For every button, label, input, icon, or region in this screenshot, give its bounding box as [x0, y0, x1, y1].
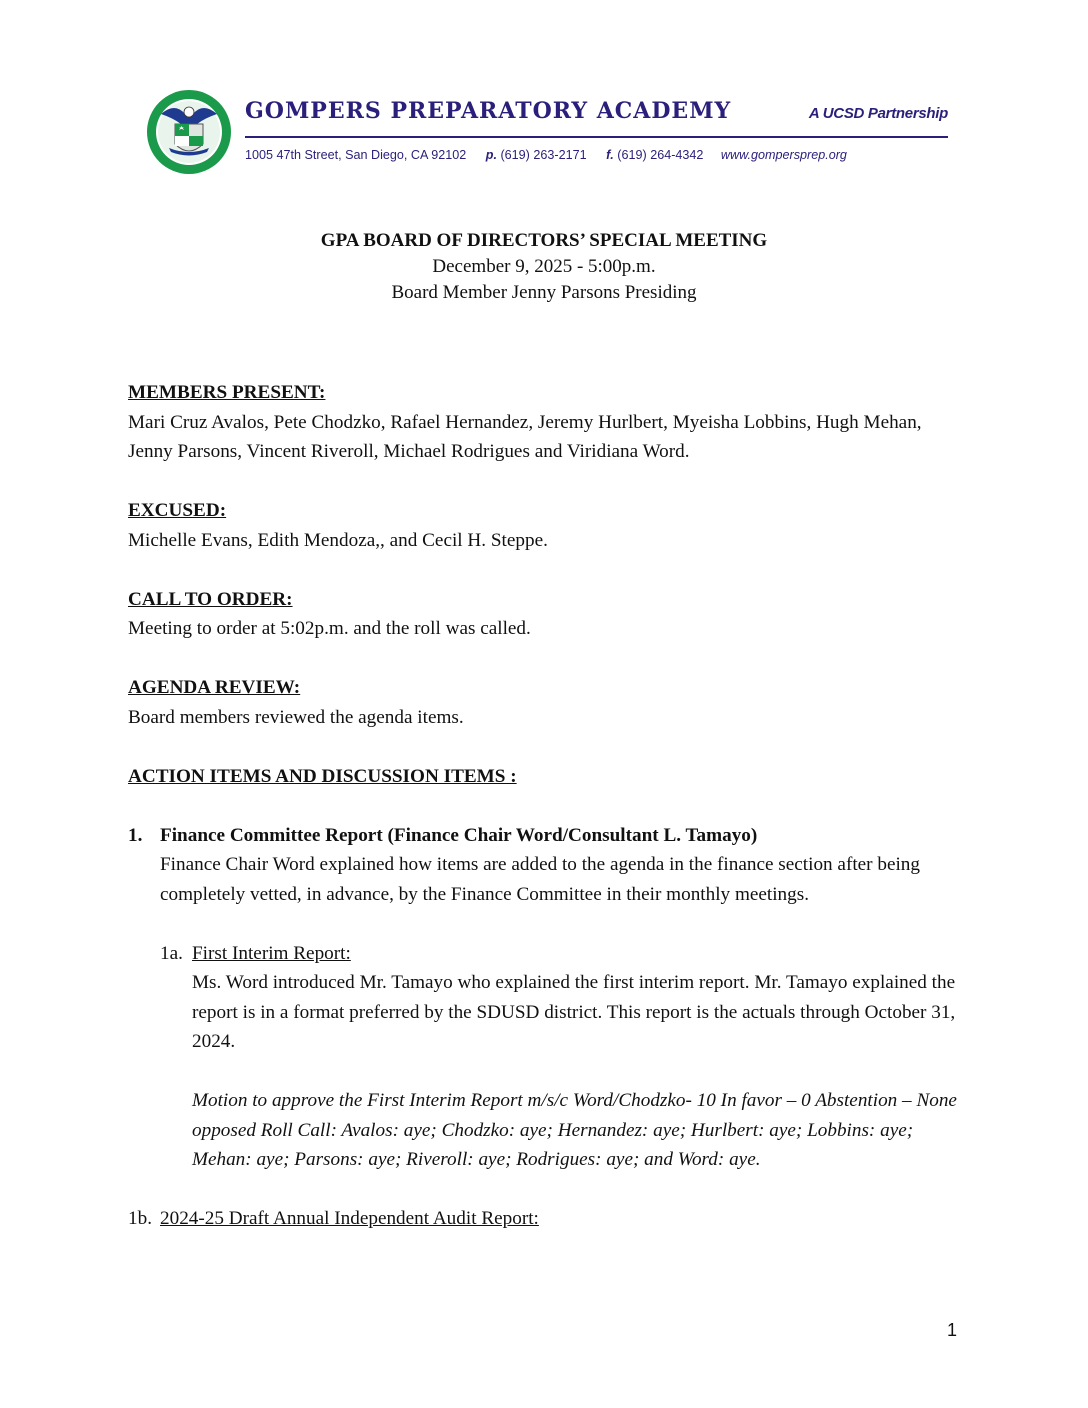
item-number: 1.	[128, 824, 143, 846]
section-text: Meeting to order at 5:02p.m. and the roll was called.	[128, 618, 531, 639]
letterhead	[143, 88, 948, 178]
address: 1005 47th Street, San Diego, CA 92102	[245, 148, 467, 162]
fax-label: f.	[606, 148, 614, 162]
section-action-items-heading: ACTION ITEMS AND DISCUSSION ITEMS :	[128, 765, 517, 787]
agenda-subitem-1a	[128, 939, 968, 1057]
school-seal-eagle-icon	[145, 88, 233, 176]
section-heading: AGENDA REVIEW:	[128, 677, 301, 698]
subitem-number: 1a.	[160, 942, 183, 964]
fax-number: (619) 264-4342	[617, 148, 704, 162]
meeting-presiding: Board Member Jenny Parsons Presiding	[391, 282, 697, 303]
page-number: 1	[947, 1320, 958, 1340]
motion-record: Motion to approve the First Interim Report m/s/c Word/Chodzko- 10 In favor – 0 Abstention – None opposed Roll Call: Avalos: aye; Chodzko: aye; Hernandez: aye; Hurlbert: aye; Lobbins: aye; Mehan: aye; Parsons: aye; Riveroll: aye; Rodrigues: aye; and Word: aye.	[192, 1090, 957, 1170]
section-heading: CALL TO ORDER:	[128, 588, 293, 610]
organization-tagline: A UCSD Partnership	[808, 105, 948, 122]
agenda-item-1	[128, 821, 968, 910]
subitem-text: Ms. Word introduced Mr. Tamayo who explained the first interim report. Mr. Tamayo explained the report is in a format preferred by the SDUSD district. This report is the actuals through October 31, 2024.	[192, 972, 956, 1052]
section-text: Board members reviewed the agenda items.	[128, 706, 464, 728]
website-link[interactable]: www.gompersprep.org	[720, 148, 847, 162]
phone-label: p.	[485, 148, 497, 162]
meeting-datetime: December 9, 2025 - 5:00p.m.	[432, 256, 656, 277]
contact-line	[245, 148, 948, 162]
section-agenda-review	[128, 673, 968, 732]
section-heading: MEMBERS PRESENT:	[128, 382, 326, 403]
section-heading: EXCUSED:	[128, 500, 227, 521]
item-text: Finance Chair Word explained how items are added to the agenda in the finance section after being completely vetted, in advance, by the Finance Committee in their monthly meetings.	[160, 854, 920, 905]
meeting-heading: GPA BOARD OF DIRECTORS’ SPECIAL MEETING	[320, 230, 768, 251]
letterhead-divider	[245, 136, 948, 138]
section-text: Michelle Evans, Edith Mendoza,, and Cecil H. Steppe.	[128, 529, 548, 551]
minutes-body	[128, 378, 968, 1234]
section-text: Mari Cruz Avalos, Pete Chodzko, Rafael Hernandez, Jeremy Hurlbert, Myeisha Lobbins, Hugh Mehan, Jenny Parsons, Vincent Riveroll, Michael Rodrigues and Viridiana Word.	[128, 411, 922, 462]
section-call-to-order	[128, 585, 968, 644]
phone-number: (619) 263-2171	[500, 148, 587, 162]
section-members-present	[128, 378, 968, 467]
subitem-title: 2024-25 Draft Annual Independent Audit Report:	[160, 1208, 539, 1229]
item-title: Finance Committee Report (Finance Chair Word/Consultant L. Tamayo)	[160, 824, 758, 846]
meeting-title-block	[0, 228, 1088, 306]
subitem-number: 1b.	[128, 1208, 152, 1229]
letterhead-brand	[245, 98, 948, 162]
subitem-title: First Interim Report:	[192, 942, 351, 964]
agenda-subitem-1b	[128, 1204, 968, 1234]
section-excused	[128, 496, 968, 555]
organization-name: GOMPERS PREPARATORY ACADEMY	[245, 98, 732, 124]
